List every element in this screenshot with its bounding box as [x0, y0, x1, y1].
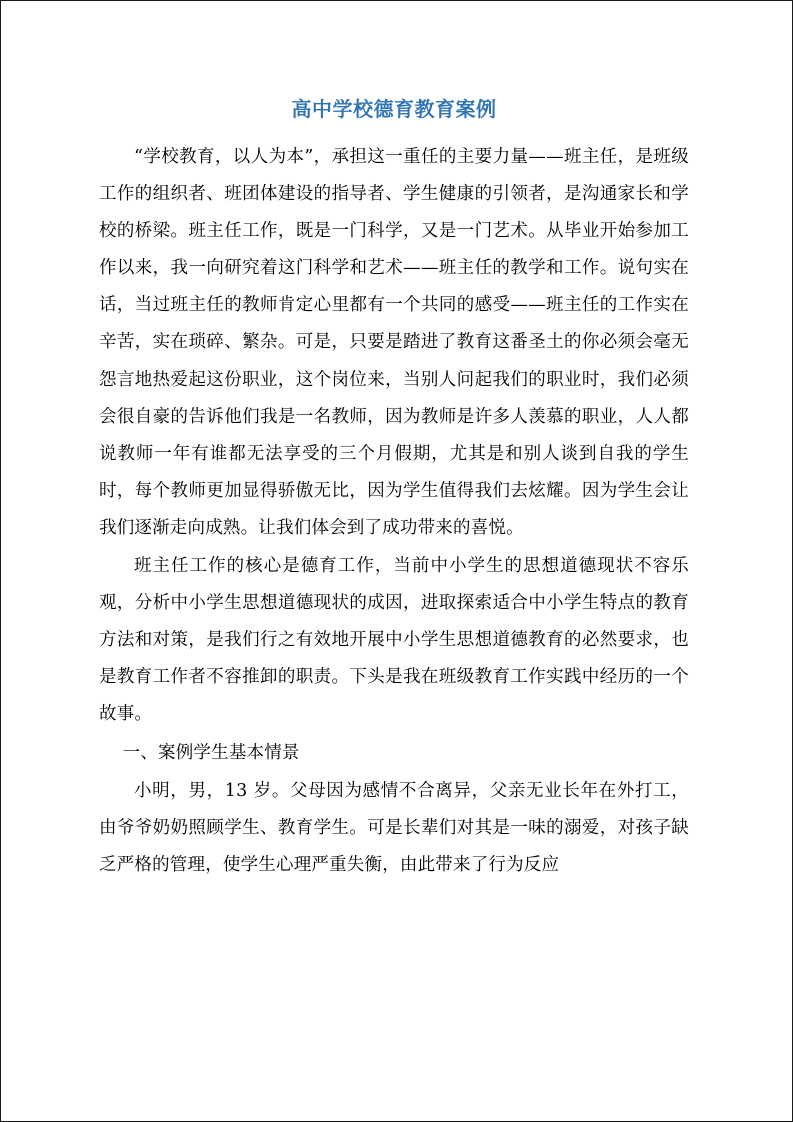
paragraph-1: “学校教育，以人为本”，承担这一重任的主要力量——班主任，是班级工作的组织者、班团体建设的指导者、学生健康的引领者，是沟通家长和学校的桥梁。班主任工作，既是一门科学，又是一门艺术。从毕业开始参加工作以来，我一向研究着这门科学和艺术——班主任的教学和工作。说句实在话，当过班主任的教师肯定心里都有一个共同的感受——班主任的工作实在辛苦，实在琐碎、繁杂。可是，只要是踏进了教育这番圣土的你必须会毫无怨言地热爱起这份职业，这个岗位来，当别人问起我们的职业时，我们必须会很自豪的告诉他们我是一名教师，因为教师是许多人羡慕的职业，人人都说教师一年有谁都无法享受的三个月假期，尤其是和别人谈到自我的学生时，每个教师更加显得骄傲无比，因为学生值得我们去炫耀。因为学生会让我们逐渐走向成熟。让我们体会到了成功带来的喜悦。 — [99, 147, 689, 538]
paragraph-2: 班主任工作的核心是德育工作，当前中小学生的思想道德现状不容乐观，分析中小学生思想道德现状的成因，进取探索适合中小学生特点的教育方法和对策，是我们行之有效地开展中小学生思想道德教育的必然要求，也是教育工作者不容推卸的职责。下头是我在班级教育工作实践中经历的一个故事。 — [99, 556, 689, 725]
section-heading-1: 一、案例学生基本情景 — [122, 742, 300, 763]
document-body — [99, 93, 689, 885]
page-title: 高中学校德育教育案例 — [291, 97, 497, 121]
paragraph-3: 小明，男，13 岁。父母因为感情不合离异，父亲无业长年在外打工，由爷爷奶奶照顾学生、教育学生。可是长辈们对其是一味的溺爱，对孩子缺乏严格的管理，使学生心理严重失衡，由此带来了行为反应 — [99, 780, 689, 875]
